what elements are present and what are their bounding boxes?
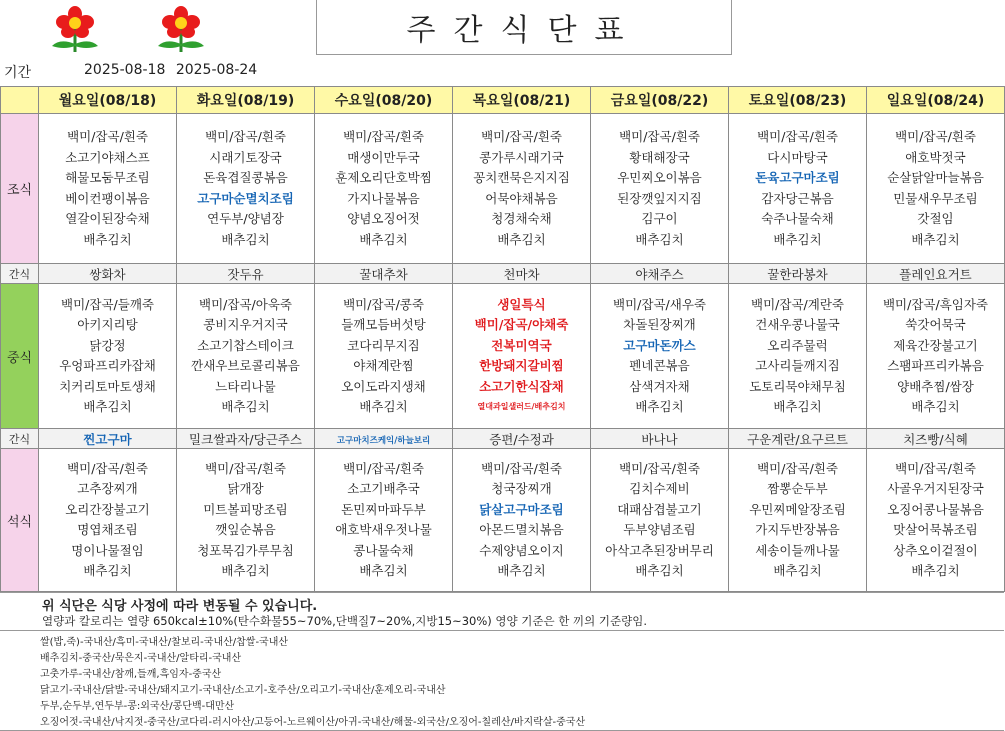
menu-item: 닭살고구마조림	[479, 501, 564, 517]
menu-item: 소고기야채스프	[65, 149, 150, 165]
menu-item: 청포묵김가루무침	[197, 542, 294, 558]
menu-item: 백미/잡곡/콩죽	[343, 296, 424, 312]
menu-item: 수제양념오이지	[479, 542, 564, 558]
dinner-cell	[39, 449, 177, 592]
page-title: 주간식단표	[316, 0, 732, 55]
menu-item: 백미/잡곡/흰죽	[67, 129, 148, 144]
menu-item: 배추김치	[773, 399, 822, 414]
day-header: 일요일(08/24)	[867, 87, 1005, 114]
menu-item: 백미/잡곡/흰죽	[481, 129, 562, 144]
menu-item: 오리간장불고기	[65, 501, 150, 517]
day-header-row	[1, 87, 1005, 114]
flower-icon	[146, 6, 216, 54]
snack-item	[591, 264, 729, 284]
menu-item: 배추김치	[635, 563, 684, 578]
menu-item: 명이나물절임	[71, 542, 144, 558]
menu-item: 백미/잡곡/흰죽	[895, 129, 976, 144]
menu-item: 황태해장국	[629, 149, 690, 165]
snack-item	[453, 264, 591, 284]
menu-item: 백미/잡곡/흰죽	[205, 129, 286, 144]
menu-item: 들깨모듬버섯탕	[341, 317, 426, 332]
menu-item: 백미/잡곡/흰죽	[619, 129, 700, 144]
dinner-cell	[729, 449, 867, 592]
snack-text: 찐고구마	[83, 431, 132, 447]
menu-item: 고추장찌개	[77, 481, 138, 496]
menu-item: 양념오징어젓	[347, 211, 420, 226]
snack-item	[39, 264, 177, 284]
dinner-cell	[453, 449, 591, 592]
dinner-cell	[315, 449, 453, 592]
snack-item	[177, 264, 315, 284]
menu-item: 고사리들깨지짐	[755, 358, 840, 373]
menu-item: 오징어콩나물볶음	[887, 501, 984, 517]
menu-item: 배추김치	[221, 231, 270, 247]
lunch-label: 중식	[1, 284, 39, 429]
menu-item: 해물모둠무조림	[65, 170, 150, 185]
menu-item: 제육간장불고기	[893, 337, 978, 353]
menu-item: 우엉파프리카잡채	[59, 358, 156, 373]
lunch-row	[1, 284, 1005, 429]
dinner-row	[1, 449, 1005, 592]
menu-item: 배추김치	[221, 399, 270, 414]
breakfast-cell	[315, 114, 453, 264]
menu-item: 백미/잡곡/흰죽	[757, 460, 838, 476]
menu-item: 펜네콘볶음	[629, 358, 690, 373]
menu-item: 김치수제비	[629, 481, 690, 496]
period-range	[84, 62, 257, 78]
period-end: 2025-08-24	[175, 62, 258, 78]
snack-item	[315, 264, 453, 284]
menu-item: 숙주나물숙채	[761, 211, 834, 226]
day-header: 목요일(08/21)	[453, 87, 591, 114]
menu-item: 감자당근볶음	[761, 190, 834, 206]
menu-item: 백미/잡곡/흰죽	[619, 460, 700, 476]
menu-item: 야채계란찜	[353, 358, 414, 373]
menu-item: 백미/잡곡/흰죽	[757, 129, 838, 144]
menu-item: 도토리묵야채무침	[749, 378, 846, 394]
period-start: 2025-08-18	[84, 62, 166, 78]
snack-item	[729, 429, 867, 449]
origin-line: 오징어젓-국내산/낙지젓-중국산/코다리-러시아산/고등어-노르웨이산/아귀-국내산/해물-외국산/오징어-칠레산/바지락살-중국산	[40, 717, 586, 728]
menu-item: 민물새우무조림	[893, 190, 978, 206]
menu-item: 생일특식	[497, 296, 546, 312]
dinner-cell	[591, 449, 729, 592]
lunch-cell	[729, 284, 867, 429]
menu-item: 베이컨팽이볶음	[65, 190, 150, 206]
snack-text: 플레인요거트	[899, 266, 972, 282]
menu-item: 소고기배추국	[347, 481, 420, 496]
menu-item: 배추김치	[911, 563, 960, 578]
menu-item: 세송이들깨나물	[755, 542, 840, 558]
day-header: 토요일(08/23)	[729, 87, 867, 114]
menu-item: 코다리무지짐	[347, 337, 420, 353]
snack-item	[453, 429, 591, 449]
menu-item: 백미/잡곡/들깨죽	[61, 296, 154, 312]
day-header: 월요일(08/18)	[39, 87, 177, 114]
period-label: 기간	[4, 65, 32, 81]
breakfast-cell	[591, 114, 729, 264]
menu-item: 백미/잡곡/흰죽	[67, 460, 148, 476]
snack-pm-label: 간식	[1, 429, 39, 449]
menu-item: 고구마순멸치조림	[197, 190, 294, 206]
menu-item: 대패삼겹불고기	[617, 501, 702, 517]
menu-item: 우민찌메알장조림	[749, 501, 846, 517]
menu-item: 콩나물숙채	[353, 542, 414, 558]
menu-item: 가지두반장볶음	[755, 522, 840, 537]
snack-text: 증편/수정과	[489, 431, 554, 447]
snack-item	[729, 264, 867, 284]
menu-item: 오이도라지생채	[341, 378, 426, 394]
menu-item: 된장깻잎지지짐	[617, 190, 702, 206]
snack-item	[591, 429, 729, 449]
notice-nutrition: 열량과 칼로리는 열량 650kcal±10%(탄수화물55~70%,단백질7~20%,지방15~30%) 영양 기준은 한 끼의 기준량임.	[42, 614, 647, 628]
menu-item: 백미/잡곡/계란죽	[751, 296, 844, 312]
notice-change: 위 식단은 식당 사정에 따라 변동될 수 있습니다.	[42, 599, 318, 614]
menu-item: 백미/잡곡/흑임자죽	[882, 296, 989, 312]
menu-item: 배추김치	[773, 563, 822, 578]
snack-text: 치즈빵/식혜	[903, 431, 968, 447]
menu-item: 소고기찹스테이크	[197, 337, 294, 353]
snack-text: 꿀대추차	[359, 266, 408, 282]
snack-item	[867, 429, 1005, 449]
menu-item: 느타리나물	[215, 378, 276, 394]
menu-item: 청경채숙채	[491, 211, 552, 226]
page-header	[0, 0, 1005, 86]
menu-item: 깻잎순볶음	[215, 522, 276, 537]
lunch-cell	[591, 284, 729, 429]
dinner-cell	[177, 449, 315, 592]
menu-item: 아키지리탕	[77, 317, 138, 332]
menu-item: 배추김치	[497, 231, 546, 247]
menu-item: 애호박새우젓나물	[335, 522, 432, 537]
snack-text: 바나나	[641, 431, 678, 447]
menu-item: 배추김치	[359, 399, 408, 414]
menu-item: 배추김치	[83, 231, 132, 247]
menu-item: 배추김치	[221, 563, 270, 578]
menu-item: 돈육겹질콩볶음	[203, 170, 288, 185]
snack-text: 쌍화차	[89, 266, 126, 282]
menu-item: 배추김치	[83, 399, 132, 414]
menu-item: 백미/잡곡/흰죽	[205, 460, 286, 476]
menu-item: 오리주물럭	[767, 337, 828, 353]
menu-item: 전복미역국	[491, 337, 552, 353]
corner-cell	[1, 87, 39, 114]
menu-item: 어묵야채볶음	[485, 190, 558, 206]
snack-text: 구운계란/요구르트	[747, 431, 848, 447]
menu-item: 배추김치	[911, 231, 960, 247]
snack-item	[315, 429, 453, 449]
menu-item: 열대과일샐러드/배추김치	[477, 402, 566, 411]
snack-text: 밀크쌀과자/당근주스	[189, 431, 302, 447]
menu-table	[0, 86, 1005, 592]
menu-item: 백미/잡곡/야채죽	[474, 317, 569, 332]
menu-item: 쑥갓어묵국	[905, 317, 966, 332]
snack-text: 고구마치즈케익/하늘보리	[336, 436, 431, 446]
snack-item	[867, 264, 1005, 284]
lunch-cell	[315, 284, 453, 429]
menu-item: 양배추찜/쌈장	[897, 378, 974, 394]
menu-item: 한방돼지갈비찜	[479, 358, 564, 373]
breakfast-cell	[177, 114, 315, 264]
menu-item: 콩비지우거지국	[203, 317, 288, 332]
snack-am-label: 간식	[1, 264, 39, 284]
menu-item: 두부양념조림	[623, 522, 696, 537]
menu-item: 꽁치캔묵은지지짐	[473, 170, 570, 185]
origin-line: 두부,순두부,연두부-콩:외국산/콩단백-대만산	[40, 701, 235, 712]
menu-item: 배추김치	[359, 231, 408, 247]
origin-line: 고춧가루-국내산/참깨,들깨,흑임자-중국산	[40, 669, 222, 680]
menu-item: 소고기한식잡채	[479, 378, 564, 394]
menu-item: 훈제오리단호박찜	[335, 170, 432, 185]
lunch-cell	[867, 284, 1005, 429]
menu-item: 명엽채조림	[77, 522, 138, 537]
lunch-cell	[453, 284, 591, 429]
menu-item: 매생이만두국	[347, 149, 420, 165]
origin-line: 배추김치-중국산/묵은지-국내산/알타리-국내산	[40, 653, 242, 664]
snack-text: 꿀한라봉차	[767, 266, 828, 282]
menu-item: 우민찌오이볶음	[617, 170, 702, 185]
snack-pm-row	[1, 429, 1005, 449]
breakfast-cell	[39, 114, 177, 264]
breakfast-label: 조식	[1, 114, 39, 264]
breakfast-cell	[453, 114, 591, 264]
snack-item	[39, 429, 177, 449]
menu-item: 배추김치	[635, 231, 684, 247]
menu-item: 스팸파프리카볶음	[887, 358, 984, 373]
menu-item: 맛살어묵볶조림	[893, 522, 978, 537]
dinner-cell	[867, 449, 1005, 592]
menu-item: 상추오이겉절이	[893, 542, 978, 558]
menu-item: 열갈이된장숙채	[65, 211, 150, 226]
snack-item	[177, 429, 315, 449]
menu-item: 갓절임	[917, 211, 954, 226]
menu-item: 아몬드멸치볶음	[479, 522, 564, 537]
menu-item: 배추김치	[359, 563, 408, 578]
lunch-cell	[177, 284, 315, 429]
menu-item: 배추김치	[773, 231, 822, 247]
menu-item: 백미/잡곡/흰죽	[895, 460, 976, 476]
day-header: 금요일(08/22)	[591, 87, 729, 114]
snack-am-row	[1, 264, 1005, 284]
menu-item: 다시마탕국	[767, 149, 828, 165]
lunch-cell	[39, 284, 177, 429]
menu-item: 닭강정	[89, 337, 126, 353]
dinner-label: 석식	[1, 449, 39, 592]
day-header: 화요일(08/19)	[177, 87, 315, 114]
flower-icon	[40, 6, 110, 54]
menu-item: 배추김치	[497, 563, 546, 578]
menu-item: 백미/잡곡/흰죽	[343, 460, 424, 476]
menu-item: 배추김치	[911, 399, 960, 414]
menu-item: 짬뽕순두부	[767, 481, 828, 496]
menu-item: 건새우콩나물국	[755, 317, 840, 332]
menu-item: 백미/잡곡/흰죽	[343, 129, 424, 144]
menu-item: 배추김치	[635, 399, 684, 414]
menu-item: 연두부/양념장	[207, 211, 284, 226]
menu-item: 백미/잡곡/흰죽	[481, 460, 562, 476]
menu-item: 치커리토마토생채	[59, 378, 156, 394]
snack-text: 천마차	[503, 266, 540, 282]
menu-item: 애호박젓국	[905, 149, 966, 165]
menu-item: 배추김치	[83, 563, 132, 578]
menu-item: 가지나물볶음	[347, 190, 420, 206]
menu-item: 시래기토장국	[209, 149, 282, 165]
snack-text: 잣두유	[227, 266, 264, 282]
menu-item: 삼색겨자채	[629, 378, 690, 394]
menu-item: 차돌된장찌개	[623, 317, 696, 332]
breakfast-row	[1, 114, 1005, 264]
breakfast-cell	[867, 114, 1005, 264]
menu-item: 닭개장	[227, 481, 264, 496]
menu-item: 돈민찌마파두부	[341, 501, 426, 517]
menu-item: 콩가루시래기국	[479, 149, 564, 165]
menu-item: 청국장찌개	[491, 481, 552, 496]
menu-item: 순살닭알마늘볶음	[887, 170, 984, 185]
origin-line: 닭고기-국내산/닭발-국내산/돼지고기-국내산/소고기-호주산/오리고기-국내산/훈제오리-국내산	[40, 685, 446, 696]
menu-item: 백미/잡곡/새우죽	[613, 296, 706, 312]
menu-item: 백미/잡곡/아욱죽	[199, 296, 292, 312]
menu-item: 돈육고구마조림	[755, 170, 840, 185]
menu-item: 미트볼피망조림	[203, 501, 288, 517]
snack-text: 야채주스	[635, 266, 684, 282]
origin-line: 쌀(밥,죽)-국내산/흑미-국내산/찰보리-국내산/찹쌀-국내산	[40, 637, 289, 648]
menu-item: 김구이	[641, 211, 678, 226]
origin-info	[0, 630, 1004, 731]
breakfast-cell	[729, 114, 867, 264]
day-header: 수요일(08/20)	[315, 87, 453, 114]
menu-item: 깐새우브로콜리볶음	[191, 358, 300, 373]
menu-item: 아삭고추된장버무리	[605, 542, 714, 558]
menu-item: 고구마돈까스	[623, 337, 696, 353]
menu-item: 사골우거지된장국	[887, 481, 984, 496]
notice-box	[0, 592, 1004, 631]
